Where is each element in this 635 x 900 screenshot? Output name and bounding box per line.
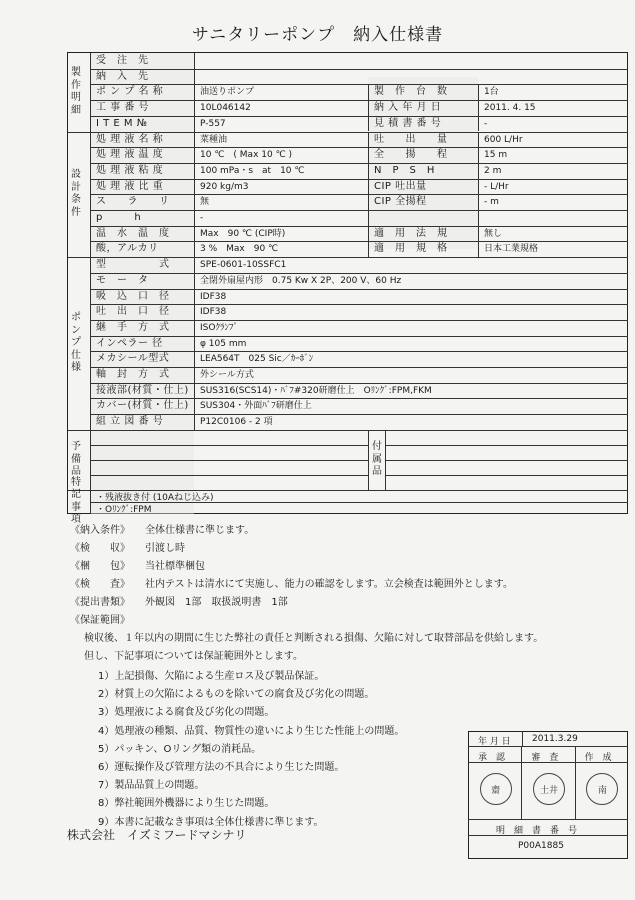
term-label: 《検 収》	[70, 543, 130, 554]
pump-label: モ ー タ	[96, 274, 149, 286]
term-label: 《検 査》	[70, 579, 130, 590]
row-divider	[385, 445, 628, 446]
pump-label: 軸 封 方 式	[96, 369, 170, 380]
term-label: 《提出書類》	[70, 597, 130, 608]
warranty-item: 5）パッキン、Oリング類の消耗品。	[98, 743, 262, 755]
production-value: 10L046142	[200, 103, 251, 114]
section-char: 計	[71, 181, 81, 193]
warranty-item: 6）運転操作及び管理方法の不具合により生じた問題。	[98, 762, 345, 773]
row-divider	[90, 147, 628, 148]
section-char: 様	[71, 362, 81, 374]
production-right-label: 製 作 台 数	[374, 86, 448, 98]
pump-label: カバー(材質・仕上)	[96, 400, 189, 412]
production-right-value: 1台	[484, 87, 499, 98]
term-value: 外観図 1部 取扱説明書 1部	[145, 597, 288, 608]
row-divider	[68, 430, 628, 431]
row-divider	[68, 257, 628, 258]
row-divider	[90, 383, 628, 384]
production-right-label: 納 入 年 月 日	[374, 102, 442, 114]
row-divider	[90, 194, 628, 195]
approval-stamp-icon: 土井	[533, 773, 565, 805]
warranty-item: 3）処理液による腐食及び劣化の問題。	[98, 707, 275, 719]
pump-value: IDF38	[200, 291, 227, 302]
approval-header: 承 認	[478, 753, 506, 763]
warranty-item: 8）弊社範囲外機器により生じた問題。	[98, 798, 275, 810]
design-value: 菜種油	[200, 134, 228, 145]
warranty-item: 2）材質上の欠陥によるものを除いての腐食及び劣化の問題。	[98, 689, 375, 701]
section-char: 事	[71, 501, 81, 513]
row-divider	[90, 69, 628, 70]
warranty-line: 検収後、１年以内の期間に生じた弊社の責任と判断される損傷、欠陥に対して取替部品を供給します。	[84, 633, 544, 644]
design-right-label: CIP 吐出量	[374, 180, 427, 192]
design-value: Max 90 ℃ (CIP時)	[200, 228, 286, 239]
design-value: -	[200, 213, 204, 223]
approval-header: 作 成	[584, 753, 612, 763]
row-divider	[68, 490, 628, 491]
row-divider	[90, 210, 628, 211]
row-divider	[90, 320, 628, 321]
production-value: P-557	[200, 118, 226, 129]
page-title: サニタリーポンプ 納入仕様書	[191, 25, 444, 45]
row-divider	[90, 351, 628, 352]
section-char: 明	[71, 92, 81, 104]
special-item: ・Oﾘﾝｸﾞ:FPM	[96, 504, 152, 515]
production-label: 受 注 先	[96, 55, 149, 66]
pump-label: 吐 出 口 径	[96, 306, 170, 318]
pump-label: 接液部(材質・仕上)	[96, 384, 189, 396]
section-special	[68, 476, 84, 526]
design-label: 処 理 液 粘 度	[96, 164, 164, 176]
design-label: 温 水 温 度	[96, 227, 170, 239]
warranty-heading: 《保証範囲》	[70, 615, 130, 626]
row-divider	[90, 116, 628, 117]
warranty-item: 1）上記損傷、欠陥による生産ロス及び製品保証。	[98, 671, 325, 682]
section-char: 記	[71, 489, 81, 501]
section-accessories	[369, 430, 385, 490]
design-label: p h	[96, 212, 142, 223]
design-value: 100 mPa・s at 10 ℃	[200, 165, 305, 176]
pump-label: インペラー 径	[96, 337, 163, 349]
doc-number-value: P00A1885	[518, 841, 564, 851]
pump-value: φ 105 mm	[200, 338, 247, 349]
design-label: 処 理 液 温 度	[96, 149, 164, 161]
pump-value: IDF38	[200, 307, 227, 318]
design-right-label: 適 用 規 格	[374, 243, 448, 255]
pump-value: 全閉外扇屋内形 0.75 Kw X 2P、200 V、60 Hz	[200, 275, 402, 286]
production-right-value: 2011. 4. 15	[484, 103, 536, 114]
approval-divider	[522, 731, 523, 746]
production-label: ポ ン プ 名 称	[96, 86, 164, 98]
row-divider	[385, 475, 628, 476]
design-right-label: N P S H	[374, 164, 435, 176]
row-divider	[90, 460, 368, 461]
pump-label: 組 立 図 番 号	[96, 416, 164, 428]
pump-value: 外シール方式	[200, 370, 254, 380]
section-char: 品	[372, 466, 382, 478]
design-right-value: 15 m	[484, 150, 508, 161]
approval-header: 審 査	[531, 753, 559, 763]
pump-value: SUS304・外面ﾊﾞﾌ研磨仕上	[200, 401, 312, 412]
section-production	[68, 53, 84, 132]
row-divider	[90, 414, 628, 415]
row-divider	[90, 289, 628, 290]
row-divider	[68, 132, 628, 133]
approval-stamp-icon: 齋	[480, 773, 512, 805]
section-pump	[68, 257, 84, 430]
section-design	[68, 132, 84, 258]
section-char: 予	[71, 441, 81, 453]
row-divider	[90, 84, 628, 85]
production-label: I T E M №	[96, 117, 148, 129]
production-right-value: -	[484, 118, 488, 129]
pump-label: 型 式	[96, 259, 170, 271]
production-label: 工 事 番 号	[96, 102, 150, 114]
production-right-label: 見 積 書 番 号	[374, 117, 442, 129]
section-char: 付	[372, 441, 382, 453]
section-char: 製	[71, 67, 81, 79]
approval-divider	[468, 819, 628, 820]
column-divider	[478, 84, 479, 131]
section-char: ポ	[71, 312, 81, 324]
design-right-label: 適 用 法 規	[374, 227, 448, 239]
pump-label: 継 手 方 式	[96, 321, 170, 333]
section-char: 特	[71, 476, 81, 488]
column-divider	[90, 53, 91, 514]
term-label: 《納入条件》	[70, 525, 130, 536]
design-right-value: 600 L/Hr	[484, 134, 523, 145]
design-label: ス ラ リ	[96, 196, 170, 208]
design-value: 無	[200, 197, 210, 208]
row-divider	[90, 304, 628, 305]
design-right-value: 日本工業規格	[484, 244, 539, 255]
design-label: 酸，アルカリ	[96, 243, 159, 255]
date-value: 2011.3.29	[532, 734, 578, 744]
row-divider	[90, 163, 628, 164]
row-divider	[385, 460, 628, 461]
design-label: 処 理 液 比 重	[96, 180, 164, 192]
design-label: 処 理 液 名 称	[96, 133, 164, 145]
design-value: 920 kg/m3	[200, 181, 249, 192]
section-char: プ	[71, 337, 81, 349]
term-label: 《梱 包》	[70, 561, 130, 572]
section-char: ン	[71, 324, 81, 336]
section-char: 品	[71, 466, 81, 478]
row-divider	[90, 336, 628, 337]
approval-stamp-icon: 南	[586, 773, 618, 805]
company-name: 株式会社 イズミフードマシナリ	[67, 828, 247, 842]
production-label: 納 入 先	[96, 70, 149, 82]
pump-value: LEA564T 025 Sic／ｶｰﾎﾞﾝ	[200, 354, 314, 365]
special-item: ・残液抜き付 (10Aねじ込み)	[96, 492, 214, 503]
section-char: 作	[71, 79, 81, 91]
section-char: 条	[71, 194, 81, 206]
term-value: 引渡し時	[145, 543, 185, 554]
design-right-value: - L/Hr	[484, 181, 509, 192]
section-char: 備	[71, 453, 81, 465]
column-divider	[194, 53, 195, 430]
design-right-value: - m	[484, 197, 499, 208]
row-divider	[90, 100, 628, 101]
design-right-value: 無し	[484, 228, 503, 239]
design-right-label: 吐 出 量	[374, 133, 448, 145]
column-divider	[478, 132, 479, 258]
row-divider	[90, 445, 368, 446]
row-divider	[90, 226, 628, 227]
approval-divider	[575, 746, 576, 819]
row-divider	[90, 475, 368, 476]
warranty-item: 4）処理液の種類、品質、物質性の違いにより生じた性能上の問題。	[98, 725, 405, 737]
pump-value: ISOｸﾗﾝﾌﾟ	[200, 322, 238, 333]
section-char: 属	[372, 453, 382, 465]
design-value: 10 ℃ ( Max 10 ℃ )	[200, 150, 293, 161]
warranty-item: 7）製品品質上の問題。	[98, 780, 205, 792]
term-value: 全体仕様書に準じます。	[145, 525, 255, 536]
design-value: 3 % Max 90 ℃	[200, 244, 279, 255]
design-right-value: 2 m	[484, 165, 502, 176]
pump-value: SPE-0601-10SSFC1	[200, 260, 287, 271]
section-char: 仕	[71, 349, 81, 361]
pump-value: SUS316(SCS14)・ﾊﾞﾌ#320研磨仕上 Oﾘﾝｸﾞ:FPM,FKM	[200, 385, 432, 396]
date-label: 年 月 日	[478, 737, 511, 747]
term-value: 社内テストは清水にて実施し、能力の確認をします。立会検査は範囲外とします。	[145, 579, 513, 590]
section-char: 件	[71, 206, 81, 218]
column-divider	[385, 430, 386, 490]
column-divider	[368, 132, 369, 258]
warranty-line: 但し、下記事項については保証範囲外とします。	[84, 651, 303, 662]
row-divider	[90, 179, 628, 180]
column-divider	[368, 84, 369, 131]
row-divider	[90, 241, 628, 242]
section-char: 項	[71, 514, 81, 526]
pump-label: メカシール型式	[96, 353, 170, 365]
doc-number-label: 明 細 書 番 号	[496, 826, 578, 836]
warranty-item: 9）本書に記載なき事項は全体仕様書に準じます。	[98, 816, 324, 828]
production-value: 油送りポンプ	[200, 87, 255, 98]
design-right-label: CIP 全揚程	[374, 196, 427, 208]
section-char: 設	[71, 169, 81, 181]
pump-label: 吸 込 口 径	[96, 290, 170, 302]
section-char: 細	[71, 104, 81, 116]
pump-value: P12C0106 - 2 項	[200, 417, 273, 428]
design-right-label: 全 揚 程	[374, 149, 448, 161]
approval-divider	[521, 746, 522, 819]
approval-divider	[468, 746, 628, 747]
term-value: 当社標準梱包	[145, 561, 205, 572]
row-divider	[90, 367, 628, 368]
row-divider	[90, 273, 628, 274]
